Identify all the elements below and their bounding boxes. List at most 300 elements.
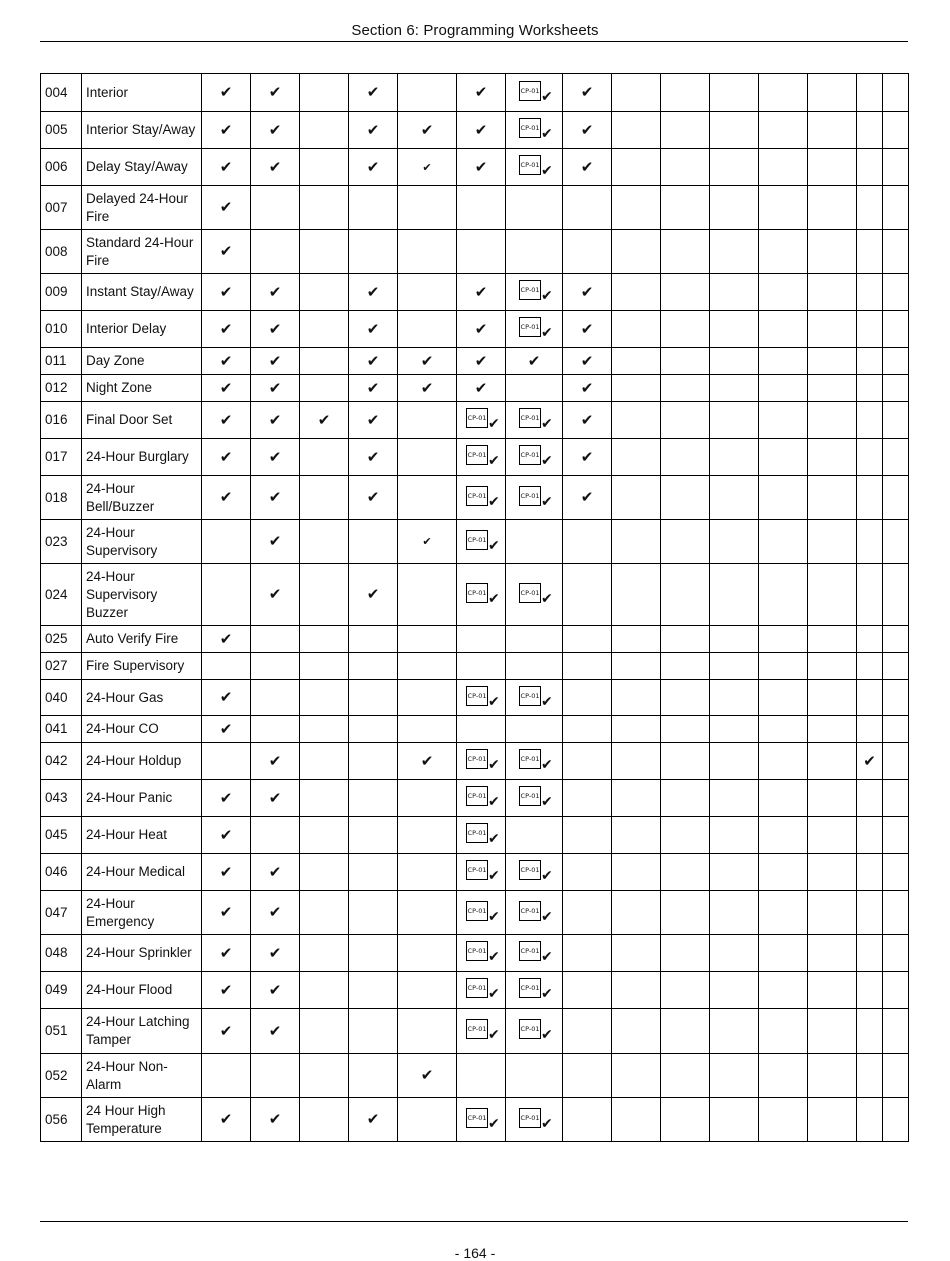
checkmark-icon: ✔ <box>219 83 233 101</box>
option-cell <box>506 564 563 626</box>
option-cell <box>612 680 661 716</box>
table-row <box>41 311 909 348</box>
cp01-checkmark-icon <box>517 685 551 711</box>
option-cell <box>349 112 398 149</box>
checkmark-icon: ✔ <box>268 751 282 770</box>
checkmark-icon: ✔ <box>474 351 488 370</box>
option-cell <box>612 348 661 375</box>
option-cell <box>349 935 398 972</box>
cp01-checkmark-icon <box>517 785 551 811</box>
checkmark-icon: ✔ <box>366 282 380 301</box>
checkmark-icon: ✔ <box>488 794 500 810</box>
zone-type-number: 049 <box>41 972 82 1009</box>
option-cell <box>857 439 883 476</box>
option-cell <box>251 743 300 780</box>
option-cell <box>612 1009 661 1054</box>
option-cell <box>710 476 759 520</box>
option-cell <box>457 716 506 743</box>
checkmark-icon: ✔ <box>580 447 594 466</box>
checkmark-icon: ✔ <box>219 719 233 738</box>
option-cell <box>883 854 909 891</box>
option-cell <box>883 780 909 817</box>
option-cell <box>300 1098 349 1142</box>
option-cell <box>563 780 612 817</box>
option-cell <box>710 375 759 402</box>
cp01-label: CP-01 <box>466 749 488 769</box>
checkmark-icon: ✔ <box>366 378 380 397</box>
option-cell <box>398 375 457 402</box>
cp01-checkmark-icon <box>464 900 498 926</box>
option-cell <box>612 972 661 1009</box>
option-cell <box>759 680 808 716</box>
option-cell <box>251 680 300 716</box>
option-cell <box>857 935 883 972</box>
option-cell <box>300 1009 349 1054</box>
cp01-checkmark-icon <box>517 977 551 1003</box>
option-cell <box>563 402 612 439</box>
zone-type-name: Delayed 24-Hour Fire <box>82 186 202 230</box>
option-cell <box>457 186 506 230</box>
option-cell <box>563 112 612 149</box>
cp01-label: CP-01 <box>519 901 541 921</box>
checkmark-icon: ✔ <box>219 351 233 370</box>
cp01-checkmark-icon <box>464 859 498 885</box>
checkmark-icon: ✔ <box>580 410 594 429</box>
option-cell <box>808 274 857 311</box>
option-cell <box>563 716 612 743</box>
option-cell <box>506 891 563 935</box>
zone-type-number: 052 <box>41 1054 82 1098</box>
option-cell <box>883 439 909 476</box>
checkmark-icon: ✔ <box>219 688 233 706</box>
option-cell <box>349 74 398 112</box>
checkmark-icon: ✔ <box>268 862 282 881</box>
section-title: Section 6: Programming Worksheets <box>351 22 599 39</box>
cp01-label: CP-01 <box>466 583 488 603</box>
zone-type-name: Fire Supervisory <box>82 653 202 680</box>
option-cell <box>857 375 883 402</box>
option-cell <box>808 186 857 230</box>
option-cell <box>710 1098 759 1142</box>
option-cell <box>202 1054 251 1098</box>
option-cell <box>349 1098 398 1142</box>
option-cell <box>300 716 349 743</box>
option-cell <box>612 74 661 112</box>
option-cell <box>398 149 457 186</box>
option-cell <box>759 112 808 149</box>
option-cell <box>661 74 710 112</box>
option-cell <box>251 716 300 743</box>
option-cell <box>563 935 612 972</box>
option-cell <box>398 230 457 274</box>
option-cell <box>612 716 661 743</box>
checkmark-icon: ✔ <box>219 903 233 921</box>
checkmark-icon: ✔ <box>541 949 553 965</box>
option-cell <box>457 972 506 1009</box>
option-cell <box>563 1009 612 1054</box>
option-cell <box>457 1009 506 1054</box>
option-cell <box>300 230 349 274</box>
table-row <box>41 743 909 780</box>
cp01-label: CP-01 <box>519 1019 541 1039</box>
checkmark-icon: ✔ <box>420 378 434 397</box>
table-row <box>41 1054 909 1098</box>
option-cell <box>710 274 759 311</box>
option-cell <box>300 476 349 520</box>
option-cell <box>857 520 883 564</box>
option-cell <box>506 112 563 149</box>
option-cell <box>506 716 563 743</box>
table-row <box>41 402 909 439</box>
option-cell <box>857 74 883 112</box>
option-cell <box>661 1098 710 1142</box>
option-cell <box>202 375 251 402</box>
option-cell <box>506 476 563 520</box>
zone-type-name: Instant Stay/Away <box>82 274 202 311</box>
cp01-checkmark-icon <box>517 80 551 106</box>
option-cell <box>661 274 710 311</box>
checkmark-icon: ✔ <box>219 447 233 466</box>
table-row <box>41 149 909 186</box>
option-cell <box>251 626 300 653</box>
checkmark-icon: ✔ <box>268 378 282 397</box>
option-cell <box>661 186 710 230</box>
option-cell <box>883 891 909 935</box>
zone-type-name: 24-Hour Panic <box>82 780 202 817</box>
option-cell <box>202 439 251 476</box>
checkmark-icon: ✔ <box>541 868 553 884</box>
checkmark-icon: ✔ <box>580 378 594 397</box>
option-cell <box>398 653 457 680</box>
option-cell <box>857 780 883 817</box>
option-cell <box>759 74 808 112</box>
option-cell <box>759 626 808 653</box>
option-cell <box>808 375 857 402</box>
option-cell <box>857 680 883 716</box>
option-cell <box>759 854 808 891</box>
option-cell <box>883 653 909 680</box>
option-cell <box>251 439 300 476</box>
checkmark-icon: ✔ <box>420 1066 434 1084</box>
option-cell <box>808 743 857 780</box>
table-row <box>41 274 909 311</box>
option-cell <box>398 402 457 439</box>
option-cell <box>563 680 612 716</box>
option-cell <box>661 716 710 743</box>
option-cell <box>398 743 457 780</box>
option-cell <box>612 653 661 680</box>
option-cell <box>251 935 300 972</box>
table-row <box>41 1009 909 1054</box>
checkmark-icon: ✔ <box>268 410 282 429</box>
option-cell <box>808 1009 857 1054</box>
option-cell <box>710 520 759 564</box>
cp01-checkmark-icon <box>517 154 551 180</box>
option-cell <box>710 348 759 375</box>
option-cell <box>808 230 857 274</box>
option-cell <box>398 1009 457 1054</box>
option-cell <box>202 680 251 716</box>
cp01-checkmark-icon <box>517 900 551 926</box>
option-cell <box>398 891 457 935</box>
option-cell <box>661 1009 710 1054</box>
option-cell <box>808 74 857 112</box>
option-cell <box>808 1098 857 1142</box>
option-cell <box>251 891 300 935</box>
option-cell <box>808 972 857 1009</box>
option-cell <box>563 439 612 476</box>
zone-type-number: 025 <box>41 626 82 653</box>
option-cell <box>612 186 661 230</box>
option-cell <box>398 1054 457 1098</box>
checkmark-icon: ✔ <box>422 535 432 548</box>
option-cell <box>349 375 398 402</box>
page-number: - 164 - <box>454 1245 496 1261</box>
cp01-checkmark-icon <box>464 1018 498 1044</box>
zone-type-number: 010 <box>41 311 82 348</box>
option-cell <box>202 854 251 891</box>
checkmark-icon: ✔ <box>268 120 282 139</box>
checkmark-icon: ✔ <box>541 794 553 810</box>
cp01-checkmark-icon <box>464 748 498 774</box>
cp01-label: CP-01 <box>519 1108 541 1128</box>
checkmark-icon: ✔ <box>541 126 553 142</box>
option-cell <box>857 626 883 653</box>
option-cell <box>251 780 300 817</box>
option-cell <box>251 653 300 680</box>
option-cell <box>349 854 398 891</box>
cp01-checkmark-icon <box>464 485 498 511</box>
option-cell <box>251 375 300 402</box>
table-row <box>41 626 909 653</box>
option-cell <box>300 780 349 817</box>
checkmark-icon: ✔ <box>541 986 553 1002</box>
zone-type-number: 016 <box>41 402 82 439</box>
cp01-label: CP-01 <box>466 786 488 806</box>
option-cell <box>612 780 661 817</box>
option-cell <box>300 186 349 230</box>
zone-type-name: Final Door Set <box>82 402 202 439</box>
checkmark-icon: ✔ <box>268 282 282 301</box>
checkmark-icon: ✔ <box>219 943 233 962</box>
checkmark-icon: ✔ <box>580 282 594 301</box>
option-cell <box>457 375 506 402</box>
option-cell <box>661 780 710 817</box>
option-cell <box>857 149 883 186</box>
option-cell <box>506 1098 563 1142</box>
option-cell <box>857 891 883 935</box>
option-cell <box>857 476 883 520</box>
option-cell <box>398 112 457 149</box>
option-cell <box>457 439 506 476</box>
option-cell <box>300 680 349 716</box>
checkmark-icon: ✔ <box>420 351 434 370</box>
option-cell <box>563 186 612 230</box>
cp01-checkmark-icon <box>464 529 498 555</box>
zone-type-name: 24-Hour Emergency <box>82 891 202 935</box>
checkmark-icon: ✔ <box>488 493 500 510</box>
option-cell <box>563 520 612 564</box>
option-cell <box>349 520 398 564</box>
option-cell <box>857 1054 883 1098</box>
cp01-checkmark-icon <box>464 582 498 608</box>
option-cell <box>563 626 612 653</box>
checkmark-icon: ✔ <box>541 590 553 607</box>
cp01-checkmark-icon <box>517 407 551 433</box>
option-cell <box>398 854 457 891</box>
zone-type-name: 24-Hour Sprinkler <box>82 935 202 972</box>
option-cell <box>398 186 457 230</box>
cp01-label: CP-01 <box>519 860 541 880</box>
option-cell <box>759 972 808 1009</box>
cp01-label: CP-01 <box>466 1019 488 1039</box>
option-cell <box>349 680 398 716</box>
option-cell <box>612 626 661 653</box>
option-cell <box>300 112 349 149</box>
option-cell <box>710 402 759 439</box>
option-cell <box>398 564 457 626</box>
zone-type-number: 051 <box>41 1009 82 1054</box>
checkmark-icon: ✔ <box>541 1115 553 1132</box>
option-cell <box>457 817 506 854</box>
option-cell <box>563 891 612 935</box>
zone-type-number: 043 <box>41 780 82 817</box>
option-cell <box>202 935 251 972</box>
checkmark-icon: ✔ <box>488 986 500 1002</box>
option-cell <box>710 891 759 935</box>
option-cell <box>349 653 398 680</box>
table-row <box>41 348 909 375</box>
checkmark-icon: ✔ <box>268 585 282 603</box>
option-cell <box>398 680 457 716</box>
option-cell <box>710 1054 759 1098</box>
option-cell <box>506 1054 563 1098</box>
checkmark-icon: ✔ <box>219 378 233 397</box>
option-cell <box>857 1009 883 1054</box>
zone-type-number: 040 <box>41 680 82 716</box>
checkmark-icon: ✔ <box>268 1110 282 1128</box>
option-cell <box>300 935 349 972</box>
checkmark-icon: ✔ <box>219 980 233 999</box>
option-cell <box>202 476 251 520</box>
option-cell <box>202 716 251 743</box>
option-cell <box>808 112 857 149</box>
option-cell <box>457 1098 506 1142</box>
cp01-label: CP-01 <box>519 317 541 337</box>
option-cell <box>857 402 883 439</box>
cp01-checkmark-icon <box>517 748 551 774</box>
zone-type-number: 008 <box>41 230 82 274</box>
zone-type-number: 009 <box>41 274 82 311</box>
table-row <box>41 653 909 680</box>
cp01-label: CP-01 <box>519 118 541 138</box>
option-cell <box>612 520 661 564</box>
checkmark-icon: ✔ <box>488 693 500 710</box>
option-cell <box>661 439 710 476</box>
option-cell <box>300 817 349 854</box>
option-cell <box>710 186 759 230</box>
option-cell <box>300 74 349 112</box>
zone-type-name: Night Zone <box>82 375 202 402</box>
table-row <box>41 520 909 564</box>
zone-type-name: 24-Hour Medical <box>82 854 202 891</box>
option-cell <box>457 74 506 112</box>
checkmark-icon: ✔ <box>366 585 380 603</box>
checkmark-icon: ✔ <box>219 319 233 338</box>
option-cell <box>506 972 563 1009</box>
option-cell <box>457 112 506 149</box>
option-cell <box>251 1009 300 1054</box>
option-cell <box>759 743 808 780</box>
option-cell <box>661 972 710 1009</box>
option-cell <box>506 274 563 311</box>
checkmark-icon: ✔ <box>488 868 500 884</box>
option-cell <box>759 402 808 439</box>
option-cell <box>710 311 759 348</box>
option-cell <box>759 780 808 817</box>
zone-type-number: 006 <box>41 149 82 186</box>
option-cell <box>300 626 349 653</box>
option-cell <box>202 1098 251 1142</box>
cp01-label: CP-01 <box>466 408 488 428</box>
option-cell <box>202 780 251 817</box>
checkmark-icon: ✔ <box>219 198 233 216</box>
option-cell <box>710 972 759 1009</box>
zone-type-number: 011 <box>41 348 82 375</box>
option-cell <box>808 476 857 520</box>
option-cell <box>300 375 349 402</box>
option-cell <box>661 348 710 375</box>
zone-type-name: 24-Hour CO <box>82 716 202 743</box>
checkmark-icon: ✔ <box>474 83 488 101</box>
cp01-label: CP-01 <box>519 486 541 506</box>
option-cell <box>612 149 661 186</box>
option-cell <box>661 564 710 626</box>
table-row <box>41 817 909 854</box>
checkmark-icon: ✔ <box>219 629 233 648</box>
option-cell <box>857 817 883 854</box>
option-cell <box>398 74 457 112</box>
option-cell <box>661 891 710 935</box>
zone-type-number: 023 <box>41 520 82 564</box>
checkmark-icon: ✔ <box>268 943 282 962</box>
checkmark-icon: ✔ <box>541 288 553 304</box>
option-cell <box>506 1009 563 1054</box>
option-cell <box>300 653 349 680</box>
option-cell <box>808 891 857 935</box>
option-cell <box>661 230 710 274</box>
cp01-label: CP-01 <box>466 860 488 880</box>
checkmark-icon: ✔ <box>219 157 233 176</box>
option-cell <box>857 743 883 780</box>
option-cell <box>349 149 398 186</box>
option-cell <box>349 230 398 274</box>
option-cell <box>202 274 251 311</box>
option-cell <box>759 439 808 476</box>
option-cell <box>457 743 506 780</box>
option-cell <box>661 112 710 149</box>
option-cell <box>808 680 857 716</box>
option-cell <box>857 311 883 348</box>
cp01-checkmark-icon <box>517 279 551 305</box>
cp01-label: CP-01 <box>466 901 488 921</box>
checkmark-icon: ✔ <box>541 1027 553 1043</box>
cp01-label: CP-01 <box>519 445 541 465</box>
checkmark-icon: ✔ <box>474 120 488 139</box>
option-cell <box>612 891 661 935</box>
zone-type-name: 24-Hour Supervisory <box>82 520 202 564</box>
cp01-checkmark-icon <box>464 685 498 711</box>
